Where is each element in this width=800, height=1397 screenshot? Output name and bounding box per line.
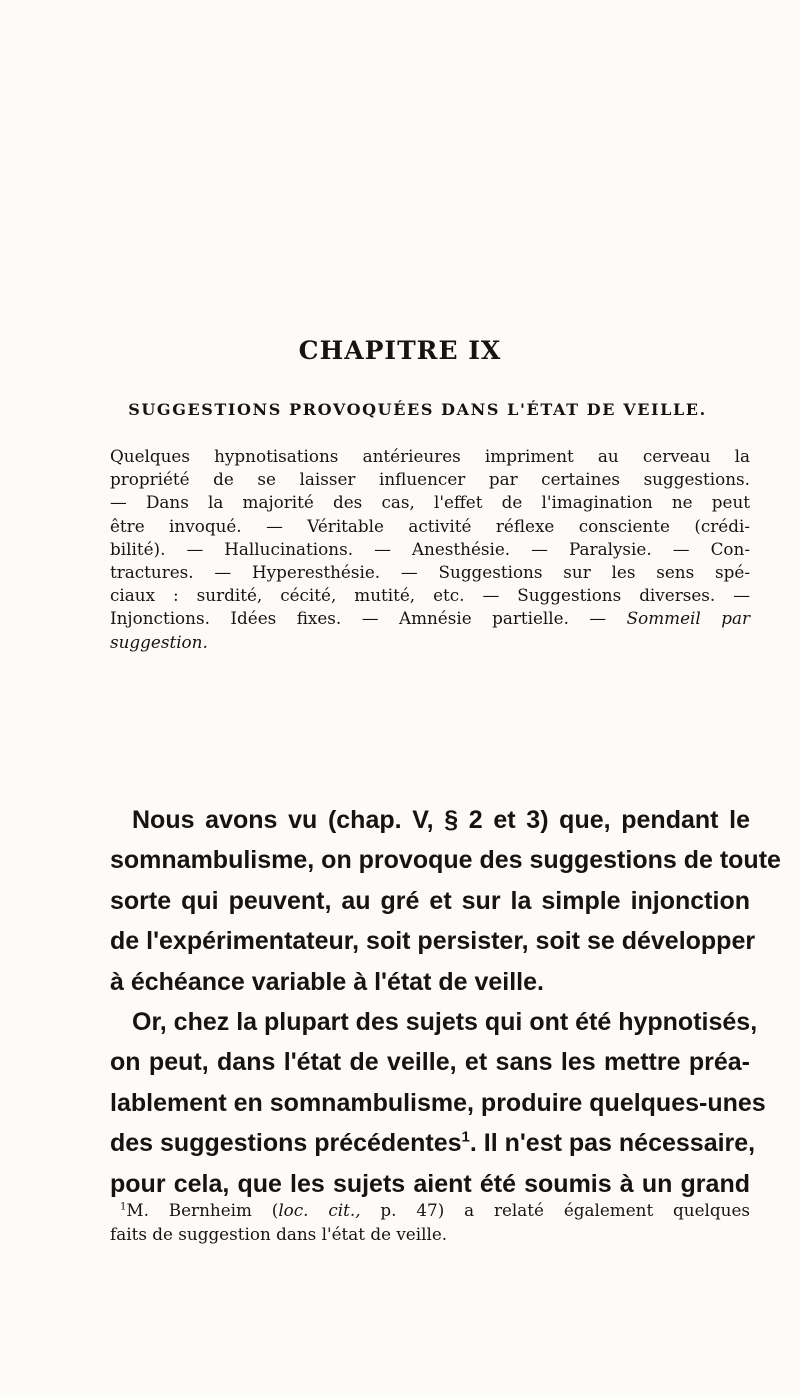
summary-italic-text: Sommeil par	[626, 608, 751, 629]
footnote-text: M. Bernheim (	[126, 1200, 279, 1220]
footnote-reference: 1	[461, 1128, 470, 1146]
summary-line: propriété de se laisser influencer par certaines suggestions.	[110, 469, 750, 490]
paragraph-line: pour cela, que les sujets aient été soumis à un grand	[110, 1169, 750, 1198]
chapter-summary	[110, 445, 750, 654]
paragraph-line-text: des suggestions précédentes	[110, 1129, 462, 1158]
chapter-title: CHAPITRE IX	[298, 336, 502, 365]
paragraph-line: Or, chez la plupart des sujets qui ont été hypnotisés,	[132, 1008, 758, 1037]
main-text	[110, 800, 781, 1204]
footnote-marker: 1	[120, 1201, 127, 1213]
paragraph-line	[110, 1123, 756, 1163]
footnote-line	[110, 1198, 750, 1222]
footnote-text: p. 47) a relaté également quelques	[360, 1200, 750, 1220]
summary-line-text: Injonctions. Idées fixes. — Amnésie partielle. —	[110, 608, 607, 629]
paragraph-line: Nous avons vu (chap. V, § 2 et 3) que, pendant le	[132, 806, 750, 834]
footnote	[110, 1198, 750, 1246]
paragraph-line: on peut, dans l'état de veille, et sans les mettre préa-	[110, 1048, 750, 1077]
summary-line: Quelques hypnotisations antérieures impriment au cerveau la	[110, 446, 750, 466]
paragraph-line: de l'expérimentateur, soit persister, soit se développer	[110, 927, 756, 956]
summary-line	[110, 607, 750, 630]
paragraph-line: sorte qui peuvent, au gré et sur la simple injonction	[110, 886, 750, 915]
paragraph-line: à échéance variable à l'état de veille.	[110, 967, 544, 996]
footnote-italic: loc. cit.,	[278, 1200, 361, 1220]
summary-line: être invoqué. — Véritable activité réflexe consciente (crédi-	[110, 515, 750, 536]
summary-line: ciaux : surdité, cécité, mutité, etc. — Suggestions diverses. —	[110, 585, 750, 606]
summary-line: tractures. — Hyperesthésie. — Suggestions sur les sens spé-	[110, 562, 750, 583]
summary-italic-text: suggestion.	[110, 631, 208, 652]
summary-line	[110, 631, 750, 654]
footnote-line: faits de suggestion dans l'état de veille.	[110, 1224, 448, 1244]
summary-line: — Dans la majorité des cas, l'effet de l'imagination ne peut	[110, 492, 750, 513]
paragraph-line-text: . Il n'est pas nécessaire,	[469, 1129, 756, 1158]
paragraph-line: lablement en somnambulisme, produire quelques-unes	[110, 1088, 766, 1117]
summary-line: bilité). — Hallucinations. — Anesthésie. — Paralysie. — Con-	[110, 538, 750, 559]
chapter-subtitle: SUGGESTIONS PROVOQUÉES DANS L'ÉTAT DE VEILLE.	[128, 400, 707, 419]
paragraph-line: somnambulisme, on provoque des suggestions de toute	[110, 846, 781, 875]
